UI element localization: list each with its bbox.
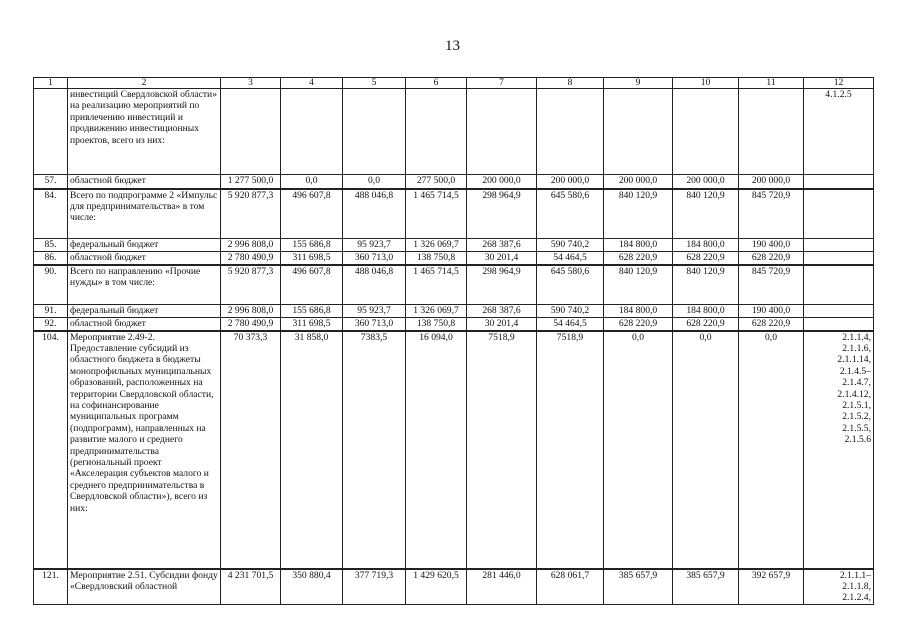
table-row bbox=[34, 331, 874, 569]
value-cell: 200 000,0 bbox=[537, 175, 604, 189]
value-cell: 1 326 069,7 bbox=[406, 305, 467, 318]
target-code: 2.1.1.8, bbox=[842, 580, 871, 592]
target-code: 2.1.4.5– bbox=[839, 365, 871, 377]
value-cell: 628 061,7 bbox=[537, 569, 604, 605]
value-cell: 2 780 490,9 bbox=[221, 318, 281, 331]
header-cell: 2 bbox=[68, 78, 221, 89]
value-cell: 645 580,6 bbox=[537, 189, 604, 239]
table-row bbox=[34, 175, 874, 189]
target-codes bbox=[804, 331, 874, 569]
header-cell: 6 bbox=[406, 78, 467, 89]
value-cell: 298 964,9 bbox=[467, 189, 537, 239]
value-cell: 7518,9 bbox=[467, 331, 537, 569]
value-cell: 1 465 714,5 bbox=[406, 265, 467, 305]
value-cell bbox=[406, 89, 467, 175]
value-cell: 0,0 bbox=[281, 175, 343, 189]
value-cell: 845 720,9 bbox=[739, 189, 804, 239]
budget-table bbox=[33, 77, 874, 605]
value-cell bbox=[604, 89, 673, 175]
value-cell: 628 220,9 bbox=[739, 318, 804, 331]
value-cell: 628 220,9 bbox=[673, 252, 739, 265]
value-cell: 200 000,0 bbox=[467, 175, 537, 189]
value-cell: 155 686,8 bbox=[281, 239, 343, 252]
value-cell: 281 446,0 bbox=[467, 569, 537, 605]
value-cell: 138 750,8 bbox=[406, 252, 467, 265]
header-cell: 9 bbox=[604, 78, 673, 89]
table-row bbox=[34, 305, 874, 318]
row-index: 104. bbox=[34, 331, 68, 569]
target-code bbox=[804, 265, 874, 305]
page-number: 13 bbox=[445, 38, 460, 54]
table-row bbox=[34, 569, 874, 605]
target-code: 2.1.1.6, bbox=[842, 342, 871, 354]
value-cell: 840 120,9 bbox=[673, 265, 739, 305]
value-cell: 845 720,9 bbox=[739, 265, 804, 305]
target-code bbox=[804, 252, 874, 265]
value-cell: 0,0 bbox=[739, 331, 804, 569]
row-description: Мероприятие 2.51. Субсидии фонду «Свердловский областной bbox=[68, 569, 221, 605]
row-description: областной бюджет bbox=[68, 175, 221, 189]
value-cell bbox=[281, 89, 343, 175]
header-cell: 5 bbox=[343, 78, 406, 89]
value-cell: 488 046,8 bbox=[343, 189, 406, 239]
value-cell: 628 220,9 bbox=[673, 318, 739, 331]
target-code bbox=[804, 175, 874, 189]
row-index: 121. bbox=[34, 569, 68, 605]
row-index: 57. bbox=[34, 175, 68, 189]
value-cell: 95 923,7 bbox=[343, 305, 406, 318]
value-cell: 54 464,5 bbox=[537, 252, 604, 265]
value-cell: 0,0 bbox=[343, 175, 406, 189]
value-cell: 54 464,5 bbox=[537, 318, 604, 331]
value-cell: 1 326 069,7 bbox=[406, 239, 467, 252]
value-cell: 268 387,6 bbox=[467, 239, 537, 252]
value-cell: 190 400,0 bbox=[739, 305, 804, 318]
row-index: 92. bbox=[34, 318, 68, 331]
row-description: областной бюджет bbox=[68, 318, 221, 331]
value-cell: 268 387,6 bbox=[467, 305, 537, 318]
value-cell: 377 719,3 bbox=[343, 569, 406, 605]
row-index: 86. bbox=[34, 252, 68, 265]
row-index: 85. bbox=[34, 239, 68, 252]
value-cell: 138 750,8 bbox=[406, 318, 467, 331]
target-code: 2.1.5.1, bbox=[842, 399, 871, 411]
value-cell: 496 607,8 bbox=[281, 189, 343, 239]
value-cell: 184 800,0 bbox=[673, 239, 739, 252]
target-code: 2.1.1.1– bbox=[839, 569, 871, 581]
value-cell: 31 858,0 bbox=[281, 331, 343, 569]
target-code: 2.1.1.14, bbox=[837, 354, 871, 366]
header-cell: 10 bbox=[673, 78, 739, 89]
value-cell: 4 231 701,5 bbox=[221, 569, 281, 605]
table-row bbox=[34, 89, 874, 175]
target-code: 2.1.1.4, bbox=[842, 331, 871, 343]
target-code: 2.1.5.5, bbox=[842, 422, 871, 434]
value-cell bbox=[467, 89, 537, 175]
value-cell: 5 920 877,3 bbox=[221, 189, 281, 239]
value-cell: 200 000,0 bbox=[604, 175, 673, 189]
value-cell bbox=[537, 89, 604, 175]
table-row bbox=[34, 189, 874, 239]
value-cell: 298 964,9 bbox=[467, 265, 537, 305]
value-cell: 840 120,9 bbox=[604, 189, 673, 239]
value-cell: 1 277 500,0 bbox=[221, 175, 281, 189]
value-cell: 184 800,0 bbox=[604, 305, 673, 318]
header-cell: 1 bbox=[34, 78, 68, 89]
value-cell: 840 120,9 bbox=[673, 189, 739, 239]
value-cell: 360 713,0 bbox=[343, 252, 406, 265]
value-cell: 200 000,0 bbox=[739, 175, 804, 189]
value-cell: 840 120,9 bbox=[604, 265, 673, 305]
value-cell: 628 220,9 bbox=[739, 252, 804, 265]
value-cell bbox=[739, 89, 804, 175]
value-cell: 190 400,0 bbox=[739, 239, 804, 252]
value-cell: 155 686,8 bbox=[281, 305, 343, 318]
value-cell: 628 220,9 bbox=[604, 318, 673, 331]
value-cell: 277 500,0 bbox=[406, 175, 467, 189]
value-cell: 1 429 620,5 bbox=[406, 569, 467, 605]
value-cell: 70 373,3 bbox=[221, 331, 281, 569]
table-row bbox=[34, 318, 874, 331]
value-cell: 590 740,2 bbox=[537, 305, 604, 318]
target-code bbox=[804, 239, 874, 252]
value-cell: 350 880,4 bbox=[281, 569, 343, 605]
value-cell: 7518,9 bbox=[537, 331, 604, 569]
row-description: областной бюджет bbox=[68, 252, 221, 265]
value-cell: 385 657,9 bbox=[604, 569, 673, 605]
value-cell bbox=[221, 89, 281, 175]
header-cell: 7 bbox=[467, 78, 537, 89]
target-code bbox=[804, 318, 874, 331]
target-codes bbox=[804, 569, 874, 605]
table-row bbox=[34, 265, 874, 305]
value-cell: 392 657,9 bbox=[739, 569, 804, 605]
value-cell bbox=[673, 89, 739, 175]
value-cell: 95 923,7 bbox=[343, 239, 406, 252]
header-cell: 3 bbox=[221, 78, 281, 89]
value-cell: 2 996 808,0 bbox=[221, 305, 281, 318]
row-description: Всего по направлению «Прочие нужды» в том числе: bbox=[68, 265, 221, 305]
row-index: 91. bbox=[34, 305, 68, 318]
target-code bbox=[804, 305, 874, 318]
target-code bbox=[804, 189, 874, 239]
value-cell: 16 094,0 bbox=[406, 331, 467, 569]
value-cell: 184 800,0 bbox=[604, 239, 673, 252]
value-cell: 2 780 490,9 bbox=[221, 252, 281, 265]
header-cell: 12 bbox=[804, 78, 874, 89]
table-row bbox=[34, 252, 874, 265]
row-description: федеральный бюджет bbox=[68, 239, 221, 252]
value-cell: 0,0 bbox=[673, 331, 739, 569]
target-code: 2.1.4.12, bbox=[837, 388, 871, 400]
table-header-row bbox=[34, 78, 874, 89]
row-description: федеральный бюджет bbox=[68, 305, 221, 318]
target-code: 2.1.2.4, bbox=[842, 592, 871, 604]
header-cell: 4 bbox=[281, 78, 343, 89]
value-cell: 628 220,9 bbox=[604, 252, 673, 265]
value-cell: 385 657,9 bbox=[673, 569, 739, 605]
value-cell: 360 713,0 bbox=[343, 318, 406, 331]
value-cell: 184 800,0 bbox=[673, 305, 739, 318]
value-cell: 2 996 808,0 bbox=[221, 239, 281, 252]
value-cell: 200 000,0 bbox=[673, 175, 739, 189]
value-cell: 0,0 bbox=[604, 331, 673, 569]
value-cell: 1 465 714,5 bbox=[406, 189, 467, 239]
row-description: Всего по подпрограмме 2 «Импульс для предпринимательства» в том числе: bbox=[68, 189, 221, 239]
value-cell: 5 920 877,3 bbox=[221, 265, 281, 305]
value-cell: 30 201,4 bbox=[467, 252, 537, 265]
row-description: инвестиций Свердловской области» на реализацию мероприятий по привлечению инвестиций и продвижению инвестиционных проектов, всего из них: bbox=[68, 89, 221, 175]
value-cell: 590 740,2 bbox=[537, 239, 604, 252]
value-cell: 488 046,8 bbox=[343, 265, 406, 305]
value-cell: 311 698,5 bbox=[281, 252, 343, 265]
value-cell: 7383,5 bbox=[343, 331, 406, 569]
row-index: 84. bbox=[34, 189, 68, 239]
header-cell: 11 bbox=[739, 78, 804, 89]
row-description: Мероприятие 2.49-2. Предоставление субсидий из областного бюджета в бюджеты монопрофильных муниципальных образований, расположенных на территории Свердловской области, на софинансирование муниципальных программ (подпрограмм), направленных на развитие малого и среднего предпринимательства (региональный проект «Акселерация субъектов малого и среднего предпринимательства в Свердловской области»), всего из них: bbox=[68, 331, 221, 569]
value-cell: 496 607,8 bbox=[281, 265, 343, 305]
value-cell: 645 580,6 bbox=[537, 265, 604, 305]
target-code: 4.1.2.5 bbox=[804, 89, 874, 175]
value-cell: 311 698,5 bbox=[281, 318, 343, 331]
target-code: 2.1.5.6 bbox=[844, 434, 871, 446]
row-index: 90. bbox=[34, 265, 68, 305]
target-code: 2.1.5.2, bbox=[842, 411, 871, 423]
row-index bbox=[34, 89, 68, 175]
table-row bbox=[34, 239, 874, 252]
value-cell bbox=[343, 89, 406, 175]
target-code: 2.1.4.7, bbox=[842, 377, 871, 389]
header-cell: 8 bbox=[537, 78, 604, 89]
value-cell: 30 201,4 bbox=[467, 318, 537, 331]
